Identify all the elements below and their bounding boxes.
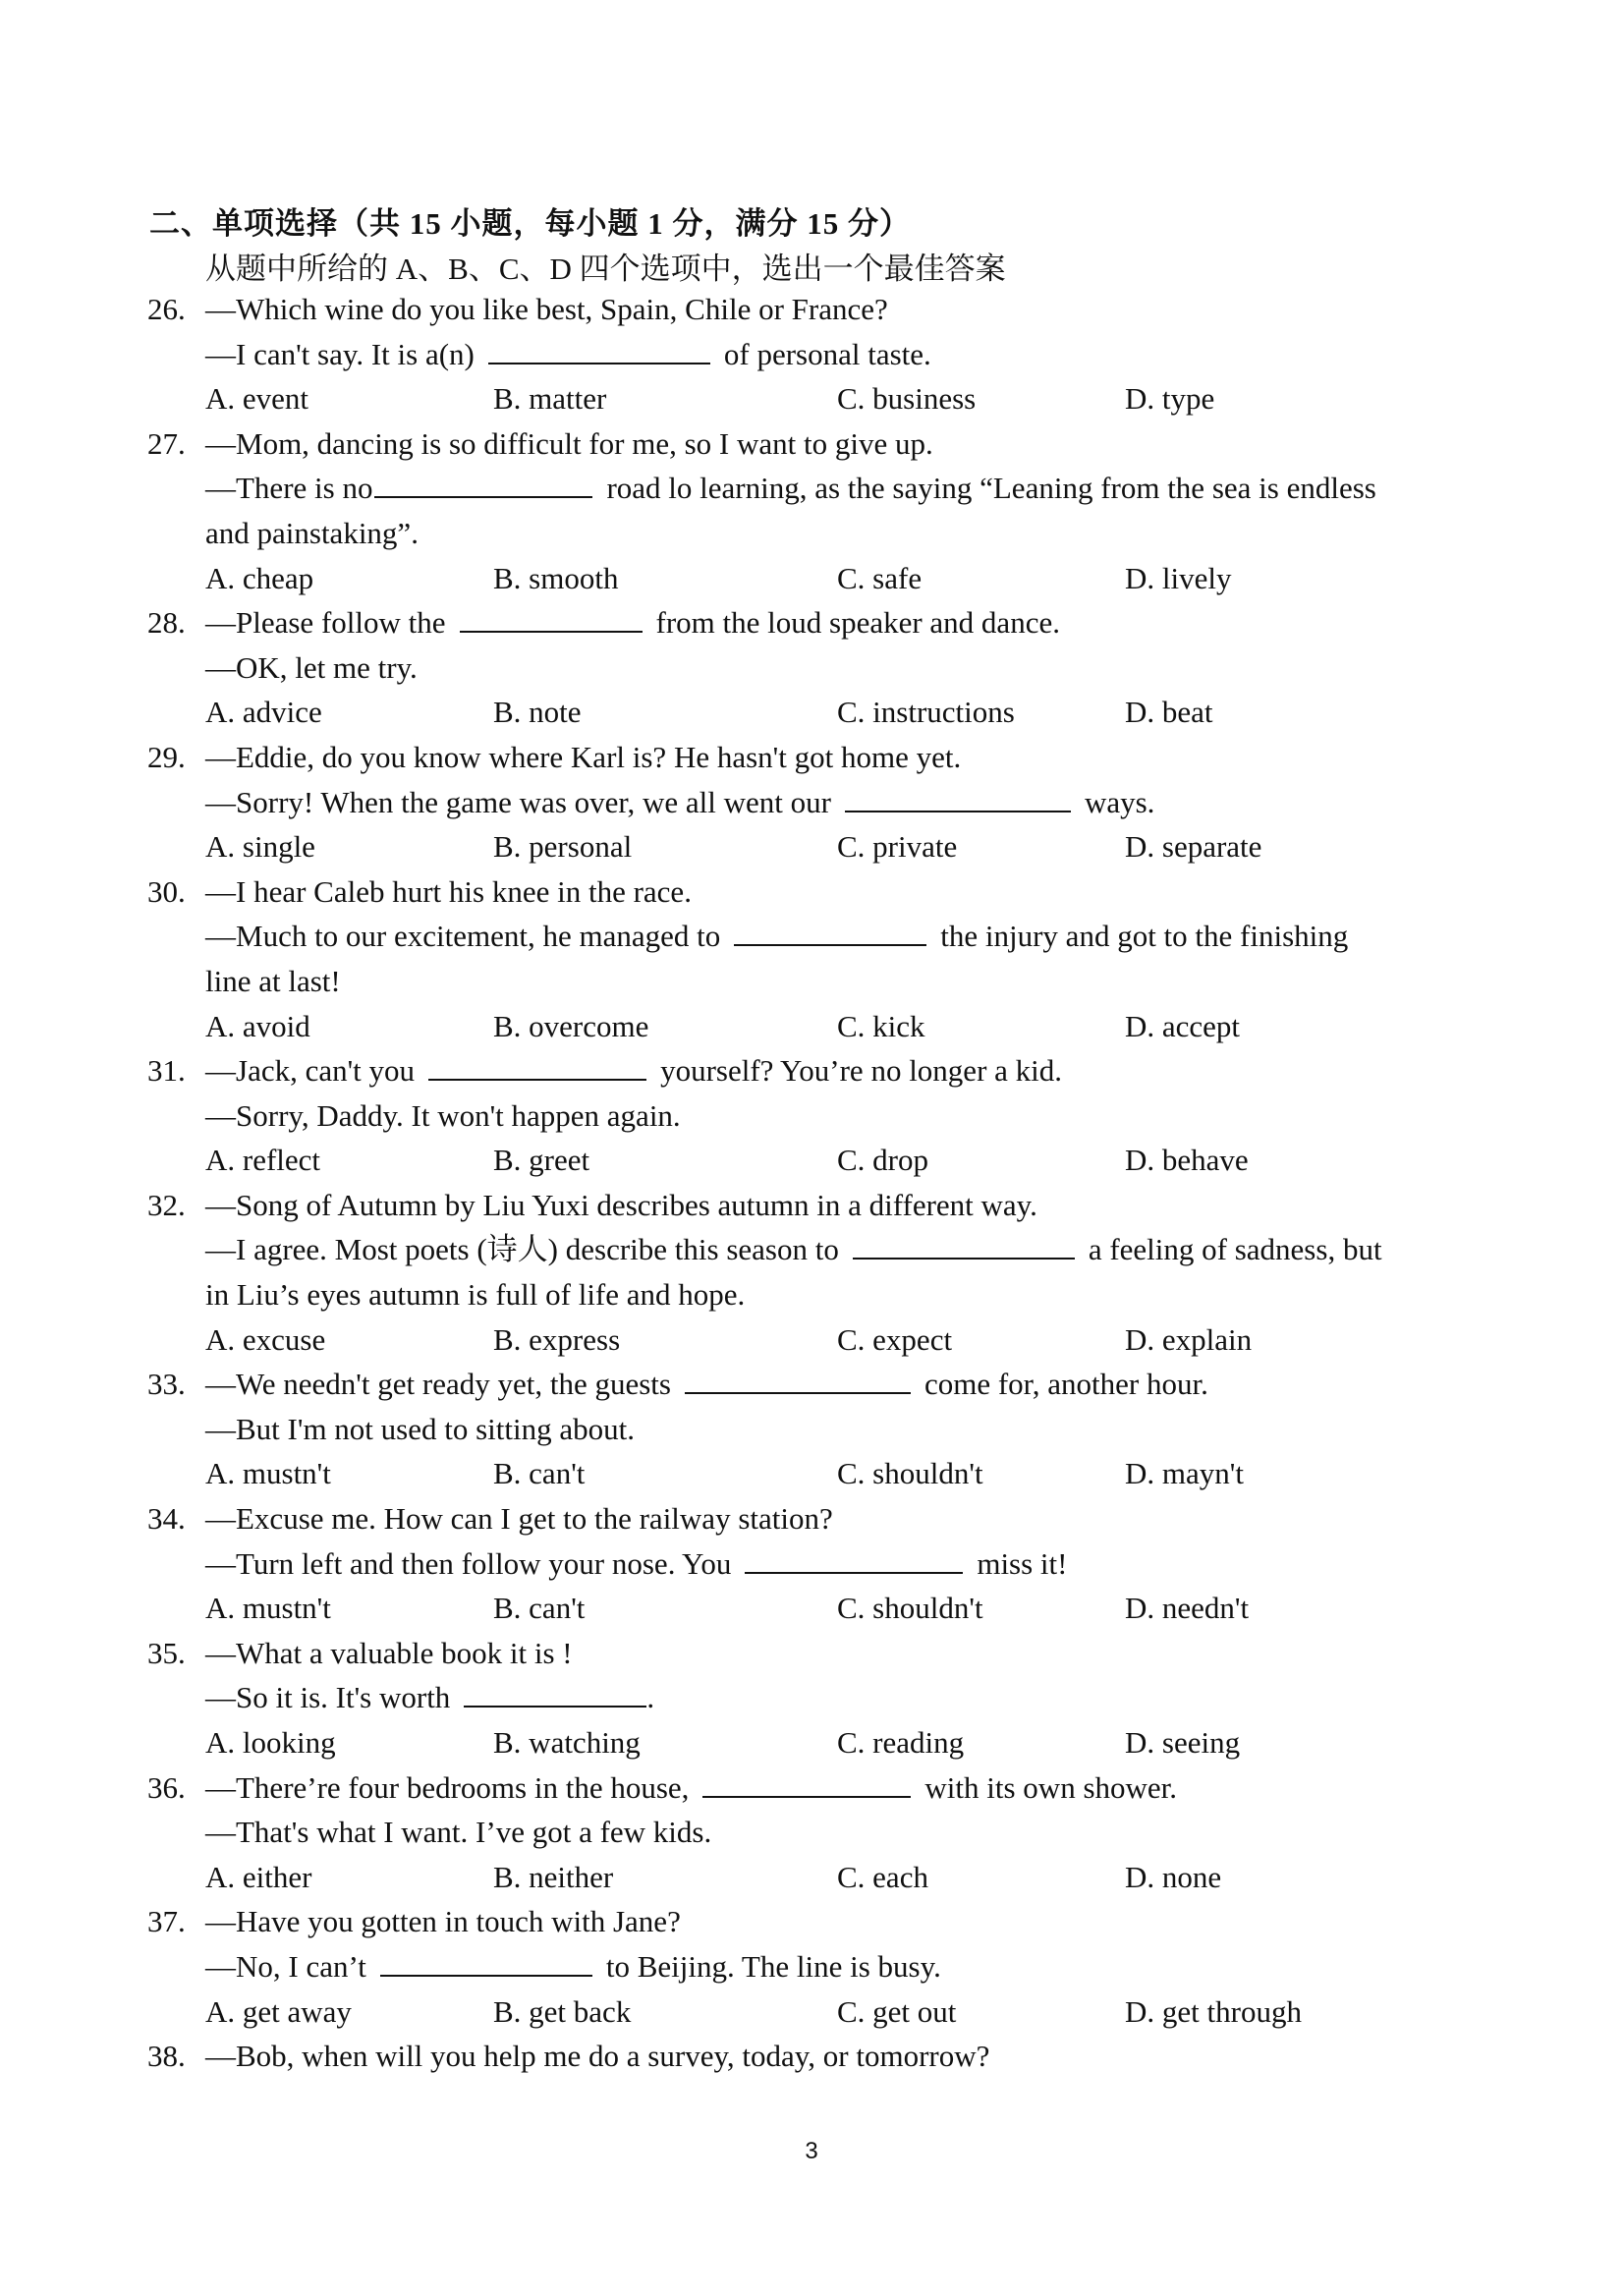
option-d: D. beat: [1125, 695, 1213, 730]
question-32-line-2: [0, 1227, 1623, 1272]
option-c: C. safe: [837, 560, 923, 595]
option-d: D. lively: [1125, 560, 1232, 595]
question-27-line-2: [0, 466, 1623, 511]
option-b: B. smooth: [493, 560, 619, 595]
answer-blank: [685, 1391, 911, 1394]
option-b: B. express: [493, 1321, 621, 1357]
question-31-line-1: [0, 1048, 1623, 1093]
question-29-options: [0, 824, 1623, 869]
option-c: C. shouldn't: [837, 1456, 983, 1491]
question-stem: miss it!: [977, 1545, 1068, 1581]
option-a: A. avoid: [205, 1008, 310, 1043]
question-stem: —Sorry, Daddy. It won't happen again.: [205, 1097, 681, 1133]
question-stem: —What a valuable book it is !: [205, 1635, 573, 1670]
option-d: D. behave: [1125, 1143, 1249, 1178]
answer-blank: [488, 362, 710, 364]
question-stem: from the loud speaker and dance.: [655, 605, 1060, 641]
answer-blank: [853, 1257, 1075, 1260]
question-stem: yourself? You’re no longer a kid.: [660, 1053, 1063, 1089]
section-instructions: 从题中所给的 A、B、C、D 四个选项中，选出一个最佳答案: [205, 252, 1006, 286]
question-38-line-1: [0, 2034, 1623, 2079]
answer-blank: [380, 1974, 592, 1977]
question-stem: —Mom, dancing is so difficult for me, so I want to give up.: [205, 425, 933, 461]
question-stem: come for, another hour.: [923, 1367, 1208, 1402]
option-b: B. neither: [493, 1859, 614, 1894]
question-stem: with its own shower.: [924, 1769, 1178, 1805]
question-stem: —That's what I want. I’ve got a few kids.: [205, 1815, 712, 1850]
option-a: A. mustn't: [205, 1591, 331, 1626]
question-37-line-2: [0, 1944, 1623, 1989]
question-30-line-3: [0, 959, 1623, 1004]
option-a: A. looking: [205, 1725, 336, 1760]
question-26-options: [0, 376, 1623, 421]
option-d: D. accept: [1125, 1008, 1241, 1043]
question-stem: —Eddie, do you know where Karl is? He hasn't got home yet.: [205, 739, 962, 774]
option-b: B. can't: [493, 1591, 586, 1626]
question-stem: a feeling of sadness, but: [1088, 1232, 1382, 1267]
answer-blank: [845, 810, 1071, 812]
question-27-line-3: [0, 511, 1623, 556]
option-c: C. reading: [837, 1725, 965, 1760]
question-35-line-1: [0, 1631, 1623, 1676]
option-a: A. advice: [205, 695, 322, 730]
question-number: 31.: [147, 1053, 186, 1089]
option-d: D. get through: [1125, 1993, 1302, 2029]
question-stem: —No, I can’t: [205, 1948, 366, 1984]
answer-blank: [464, 1705, 646, 1708]
question-stem: to Beijing. The line is busy.: [605, 1948, 941, 1984]
question-26-line-2: [0, 332, 1623, 377]
question-stem: —Song of Autumn by Liu Yuxi describes autumn in a different way.: [205, 1187, 1037, 1222]
option-a: A. single: [205, 829, 315, 865]
option-b: B. matter: [493, 381, 607, 417]
option-a: A. excuse: [205, 1321, 326, 1357]
question-stem: —Much to our excitement, he managed to: [205, 919, 721, 954]
question-stem: —So it is. It's worth: [205, 1680, 451, 1715]
option-b: B. get back: [493, 1993, 632, 2029]
option-a: A. reflect: [205, 1143, 321, 1178]
question-stem: —There’re four bedrooms in the house,: [205, 1769, 690, 1805]
question-37-options: [0, 1989, 1623, 2035]
question-34-line-1: [0, 1496, 1623, 1541]
page-number: 3: [805, 2138, 818, 2164]
answer-blank: [702, 1795, 911, 1798]
question-30-line-1: [0, 869, 1623, 915]
option-c: C. kick: [837, 1008, 925, 1043]
option-c: C. get out: [837, 1993, 957, 2029]
option-a: A. either: [205, 1859, 312, 1894]
question-stem: —Which wine do you like best, Spain, Chile or France?: [205, 292, 888, 326]
question-36-line-2: [0, 1810, 1623, 1855]
question-32-options: [0, 1317, 1623, 1363]
question-35-options: [0, 1720, 1623, 1765]
option-a: A. mustn't: [205, 1456, 331, 1491]
answer-blank: [745, 1571, 963, 1574]
option-c: C. shouldn't: [837, 1591, 983, 1626]
question-stem: —There is no: [205, 471, 373, 506]
question-stem: in Liu’s eyes autumn is full of life and hope.: [205, 1277, 746, 1313]
question-stem: —Have you gotten in touch with Jane?: [205, 1904, 681, 1939]
option-d: D. separate: [1125, 829, 1262, 865]
option-b: B. greet: [493, 1143, 590, 1178]
question-number: 32.: [147, 1187, 186, 1222]
question-33-line-1: [0, 1362, 1623, 1407]
option-d: D. type: [1125, 381, 1215, 417]
question-stem: —I can't say. It is a(n): [205, 336, 475, 371]
option-d: D. mayn't: [1125, 1456, 1244, 1491]
option-a: A. get away: [205, 1993, 352, 2029]
question-number: 35.: [147, 1635, 186, 1670]
question-33-options: [0, 1451, 1623, 1496]
question-stem: —OK, let me try.: [205, 649, 418, 685]
question-number: 29.: [147, 739, 186, 774]
option-c: C. private: [837, 829, 958, 865]
section-title: 二、单项选择（共 15 小题，每小题 1 分，满分 15 分）: [149, 206, 911, 241]
option-d: D. explain: [1125, 1321, 1253, 1357]
question-number: 28.: [147, 605, 186, 641]
question-number: 38.: [147, 2039, 186, 2074]
question-stem: —But I'm not used to sitting about.: [205, 1411, 635, 1446]
question-number: 26.: [147, 292, 186, 326]
option-b: B. note: [493, 695, 582, 730]
question-number: 27.: [147, 425, 186, 461]
question-33-line-2: [0, 1407, 1623, 1452]
question-stem: and painstaking”.: [205, 515, 419, 550]
option-c: C. expect: [837, 1321, 953, 1357]
question-30-line-2: [0, 914, 1623, 959]
option-b: B. watching: [493, 1725, 641, 1760]
option-c: C. instructions: [837, 695, 1015, 730]
question-30-options: [0, 1004, 1623, 1049]
question-37-line-1: [0, 1899, 1623, 1944]
question-stem: ways.: [1084, 784, 1155, 819]
question-34-line-2: [0, 1541, 1623, 1587]
question-stem: —Please follow the: [205, 605, 446, 641]
option-d: D. seeing: [1125, 1725, 1241, 1760]
answer-blank: [428, 1078, 646, 1081]
question-number: 30.: [147, 873, 186, 909]
question-34-options: [0, 1586, 1623, 1631]
question-number: 34.: [147, 1501, 186, 1537]
option-d: D. needn't: [1125, 1591, 1250, 1626]
option-b: B. personal: [493, 829, 633, 865]
question-stem: road lo learning, as the saying “Leaning from the sea is endless: [606, 471, 1376, 506]
option-a: A. event: [205, 381, 309, 417]
question-stem: of personal taste.: [723, 336, 931, 371]
question-32-line-3: [0, 1272, 1623, 1317]
question-stem: the injury and got to the finishing: [940, 919, 1349, 954]
question-36-line-1: [0, 1765, 1623, 1811]
answer-blank: [460, 630, 643, 633]
option-c: C. business: [837, 381, 977, 417]
question-32-line-1: [0, 1183, 1623, 1228]
question-stem: —Excuse me. How can I get to the railway station?: [205, 1501, 833, 1537]
question-stem: —Turn left and then follow your nose. You: [205, 1545, 732, 1581]
option-b: B. can't: [493, 1456, 586, 1491]
question-stem: —We needn't get ready yet, the guests: [205, 1367, 671, 1402]
question-31-options: [0, 1138, 1623, 1183]
question-27-options: [0, 556, 1623, 601]
question-stem: line at last!: [205, 963, 341, 998]
question-26-line-1: [0, 287, 1623, 332]
question-28-options: [0, 690, 1623, 735]
option-a: A. cheap: [205, 560, 314, 595]
question-31-line-2: [0, 1093, 1623, 1139]
question-stem: —Sorry! When the game was over, we all went our: [205, 784, 831, 819]
question-stem: —Bob, when will you help me do a survey, today, or tomorrow?: [205, 2039, 990, 2074]
question-stem: —I hear Caleb hurt his knee in the race.: [205, 873, 692, 909]
answer-blank: [734, 943, 926, 946]
question-number: 37.: [147, 1904, 186, 1939]
question-list: [0, 287, 1623, 2079]
question-stem: .: [646, 1680, 655, 1715]
question-36-options: [0, 1855, 1623, 1900]
question-28-line-1: [0, 600, 1623, 645]
question-stem: —I agree. Most poets (诗人) describe this season to: [205, 1232, 839, 1267]
question-27-line-1: [0, 421, 1623, 467]
question-number: 33.: [147, 1367, 186, 1402]
answer-blank: [374, 495, 592, 498]
question-28-line-2: [0, 645, 1623, 691]
question-stem: —Jack, can't you: [205, 1053, 416, 1089]
option-c: C. each: [837, 1859, 928, 1894]
question-number: 36.: [147, 1769, 186, 1805]
option-c: C. drop: [837, 1143, 928, 1178]
question-35-line-2: [0, 1675, 1623, 1720]
option-d: D. none: [1125, 1859, 1222, 1894]
option-b: B. overcome: [493, 1008, 649, 1043]
question-29-line-2: [0, 780, 1623, 825]
question-29-line-1: [0, 735, 1623, 780]
